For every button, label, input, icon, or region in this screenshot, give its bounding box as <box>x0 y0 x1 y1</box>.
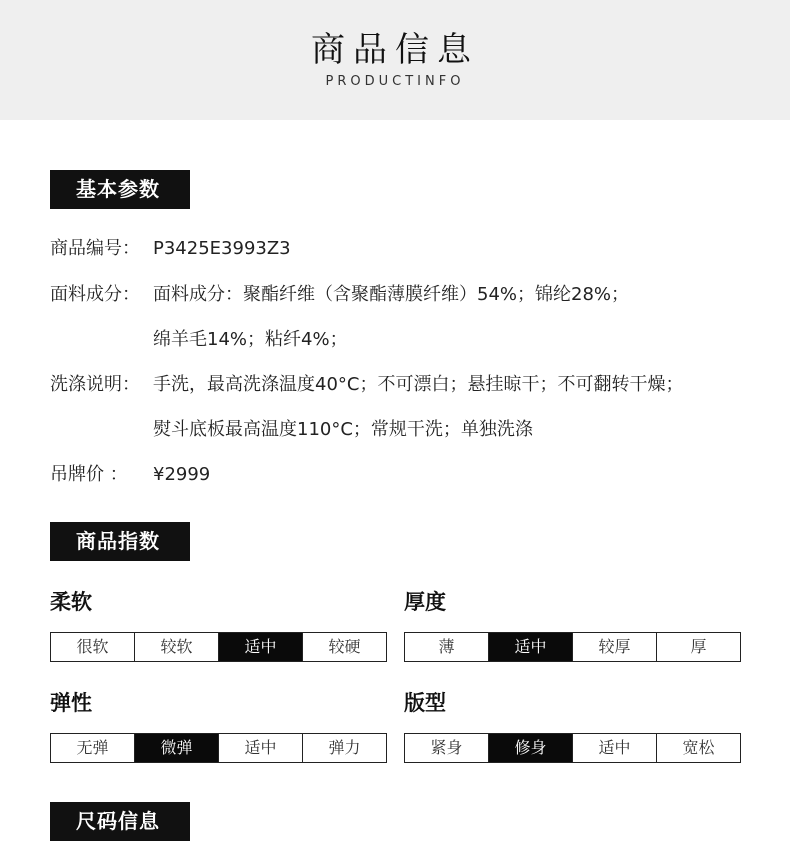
index-title-elasticity: 弹性 <box>50 691 92 715</box>
scale-elasticity <box>50 733 387 763</box>
scale-option: 适中 <box>573 734 657 762</box>
param-label: 吊牌价 ： <box>50 464 128 485</box>
scale-thickness <box>404 632 741 662</box>
index-title-fit: 版型 <box>404 691 446 715</box>
scale-option-selected: 适中 <box>489 633 573 661</box>
param-fabric <box>50 280 750 355</box>
scale-option: 薄 <box>405 633 489 661</box>
scale-option-selected: 适中 <box>219 633 303 661</box>
scale-option-selected: 微弹 <box>135 734 219 762</box>
param-value-line2: 绵羊毛14%；粘纤4%； <box>153 329 348 350</box>
param-label: 商品编号： <box>50 238 140 259</box>
scale-option: 厚 <box>657 633 740 661</box>
param-product-code <box>50 234 750 264</box>
section-size-info: 尺码信息 <box>50 802 190 841</box>
scale-option: 较厚 <box>573 633 657 661</box>
scale-option: 弹力 <box>303 734 386 762</box>
param-value-line2: 熨斗底板最高温度110°C；常规干洗；单独洗涤 <box>153 419 533 440</box>
index-title-thickness: 厚度 <box>404 590 446 614</box>
scale-option: 较软 <box>135 633 219 661</box>
param-wash <box>50 370 750 445</box>
scale-option: 紧身 <box>405 734 489 762</box>
scale-option-selected: 修身 <box>489 734 573 762</box>
scale-option: 宽松 <box>657 734 740 762</box>
scale-fit <box>404 733 741 763</box>
product-info-header <box>0 0 790 120</box>
scale-option: 无弹 <box>51 734 135 762</box>
page-title: 商品信息 <box>311 30 479 70</box>
page-subtitle: PRODUCTINFO <box>325 74 465 89</box>
scale-softness <box>50 632 387 662</box>
index-title-softness: 柔软 <box>50 590 92 614</box>
scale-option: 很软 <box>51 633 135 661</box>
param-label: 洗涤说明： <box>50 374 140 395</box>
section-basic-params: 基本参数 <box>50 170 190 209</box>
param-value: P3425E3993Z3 <box>153 238 291 259</box>
param-value: 面料成分：聚酯纤维（含聚酯薄膜纤维）54%；锦纶28%； <box>153 284 630 305</box>
scale-option: 较硬 <box>303 633 386 661</box>
param-label: 面料成分： <box>50 284 140 305</box>
scale-option: 适中 <box>219 734 303 762</box>
section-product-index: 商品指数 <box>50 522 190 561</box>
param-tag-price <box>50 460 750 490</box>
param-value: ¥2999 <box>153 464 211 485</box>
param-value: 手洗，最高洗涤温度40°C；不可漂白；悬挂晾干；不可翻转干燥； <box>153 374 684 395</box>
